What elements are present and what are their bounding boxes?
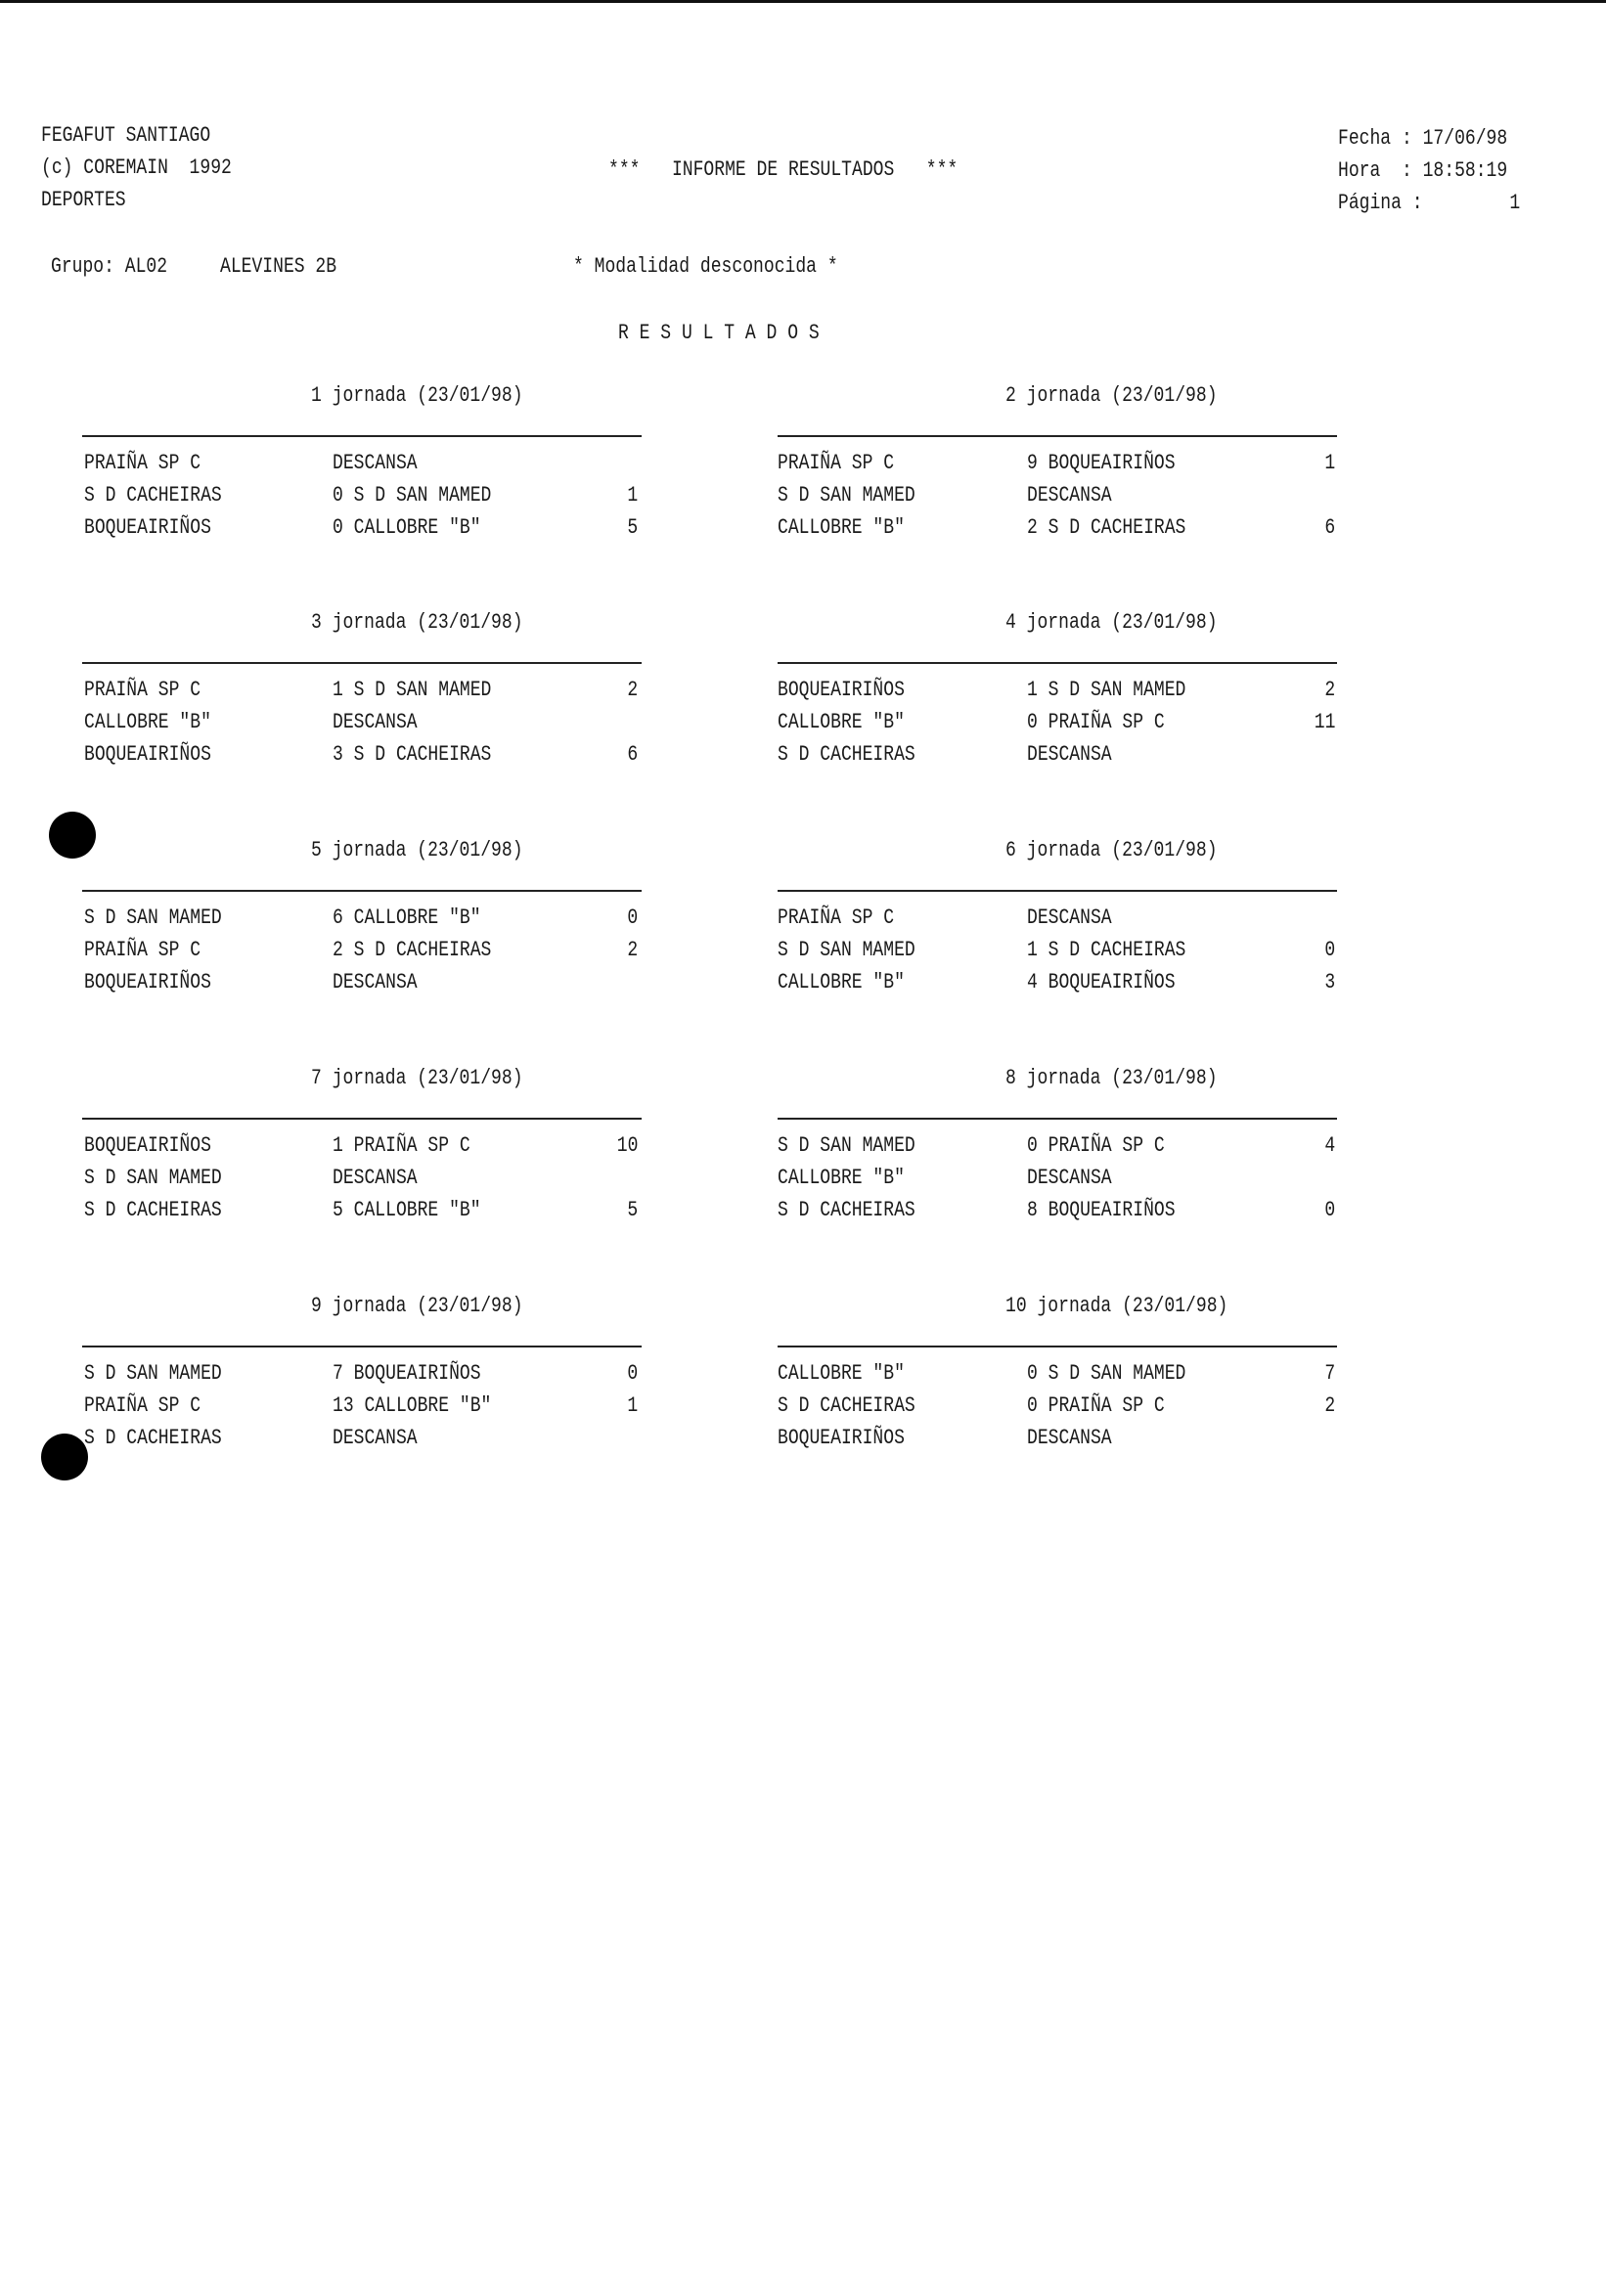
match-result: DESCANSA [1027, 1426, 1112, 1450]
away-score: 0 [627, 1361, 638, 1386]
jornada-divider [778, 662, 1337, 664]
match-result: DESCANSA [1027, 483, 1112, 508]
home-team: CALLOBRE "B" [84, 710, 211, 734]
home-team: PRAIÑA SP C [84, 938, 201, 962]
match-result: DESCANSA [1027, 742, 1112, 767]
department: DEPORTES [41, 188, 126, 212]
away-score: 10 [616, 1133, 638, 1158]
match-result: 5 CALLOBRE "B" [333, 1198, 481, 1222]
away-score: 0 [1324, 938, 1335, 962]
jornada-divider [82, 662, 642, 664]
home-team: CALLOBRE "B" [778, 515, 905, 540]
away-score: 0 [1324, 1198, 1335, 1222]
home-team: CALLOBRE "B" [778, 710, 905, 734]
home-team: S D SAN MAMED [84, 1361, 222, 1386]
match-result: 1 S D SAN MAMED [333, 678, 492, 702]
away-score: 2 [1324, 678, 1335, 702]
top-edge-line [0, 0, 1606, 3]
home-team: S D SAN MAMED [778, 1133, 915, 1158]
report-title: *** INFORME DE RESULTADOS *** [608, 157, 959, 182]
jornada-divider [778, 1346, 1337, 1347]
jornada-title: 1 jornada (23/01/98) [311, 383, 523, 408]
home-team: BOQUEAIRIÑOS [84, 515, 211, 540]
away-score: 11 [1314, 710, 1335, 734]
jornada-divider [82, 1346, 642, 1347]
jornada-divider [778, 435, 1337, 437]
away-score: 6 [627, 742, 638, 767]
jornada-divider [82, 435, 642, 437]
match-result: 1 S D SAN MAMED [1027, 678, 1186, 702]
modality-note: * Modalidad desconocida * [573, 254, 838, 279]
match-result: DESCANSA [1027, 905, 1112, 930]
jornada-divider [82, 1118, 642, 1120]
match-result: 0 PRAIÑA SP C [1027, 710, 1165, 734]
group-category: ALEVINES 2B [220, 254, 337, 279]
page-number: 1 [1509, 191, 1520, 215]
home-team: S D CACHEIRAS [778, 1393, 915, 1418]
section-title: R E S U L T A D O S [618, 321, 820, 345]
home-team: BOQUEAIRIÑOS [84, 1133, 211, 1158]
home-team: S D SAN MAMED [778, 483, 915, 508]
jornada-title: 7 jornada (23/01/98) [311, 1066, 523, 1090]
jornada-divider [82, 890, 642, 892]
match-result: 6 CALLOBRE "B" [333, 905, 481, 930]
away-score: 5 [627, 1198, 638, 1222]
away-score: 2 [627, 678, 638, 702]
home-team: S D CACHEIRAS [84, 1198, 222, 1222]
match-result: 8 BOQUEAIRIÑOS [1027, 1198, 1176, 1222]
match-result: 2 S D CACHEIRAS [333, 938, 492, 962]
home-team: BOQUEAIRIÑOS [84, 742, 211, 767]
home-team: CALLOBRE "B" [778, 970, 905, 994]
home-team: S D CACHEIRAS [778, 1198, 915, 1222]
home-team: BOQUEAIRIÑOS [778, 1426, 905, 1450]
home-team: PRAIÑA SP C [778, 451, 895, 475]
away-score: 6 [1324, 515, 1335, 540]
jornada-title: 8 jornada (23/01/98) [1005, 1066, 1218, 1090]
jornada-divider [778, 1118, 1337, 1120]
match-result: DESCANSA [333, 1426, 418, 1450]
punch-hole-mark [41, 1434, 88, 1480]
jornada-title: 4 jornada (23/01/98) [1005, 610, 1218, 635]
home-team: CALLOBRE "B" [778, 1361, 905, 1386]
away-score: 2 [1324, 1393, 1335, 1418]
away-score: 5 [627, 515, 638, 540]
jornada-title: 3 jornada (23/01/98) [311, 610, 523, 635]
away-score: 2 [627, 938, 638, 962]
away-score: 1 [627, 1393, 638, 1418]
report-time: Hora : 18:58:19 [1338, 158, 1508, 183]
home-team: S D SAN MAMED [778, 938, 915, 962]
jornada-title: 9 jornada (23/01/98) [311, 1294, 523, 1318]
match-result: 9 BOQUEAIRIÑOS [1027, 451, 1176, 475]
group-code: Grupo: AL02 [51, 254, 168, 279]
match-result: 0 S D SAN MAMED [333, 483, 492, 508]
home-team: CALLOBRE "B" [778, 1166, 905, 1190]
match-result: 0 PRAIÑA SP C [1027, 1133, 1165, 1158]
home-team: S D CACHEIRAS [84, 1426, 222, 1450]
match-result: 0 PRAIÑA SP C [1027, 1393, 1165, 1418]
match-result: 13 CALLOBRE "B" [333, 1393, 492, 1418]
match-result: DESCANSA [333, 710, 418, 734]
match-result: DESCANSA [1027, 1166, 1112, 1190]
away-score: 7 [1324, 1361, 1335, 1386]
match-result: 2 S D CACHEIRAS [1027, 515, 1186, 540]
copyright-line: (c) COREMAIN 1992 [41, 155, 232, 180]
home-team: PRAIÑA SP C [84, 678, 201, 702]
report-date: Fecha : 17/06/98 [1338, 126, 1508, 151]
home-team: PRAIÑA SP C [84, 451, 201, 475]
away-score: 4 [1324, 1133, 1335, 1158]
page-label: Página : [1338, 191, 1423, 215]
match-result: 4 BOQUEAIRIÑOS [1027, 970, 1176, 994]
away-score: 1 [627, 483, 638, 508]
jornada-divider [778, 890, 1337, 892]
match-result: DESCANSA [333, 1166, 418, 1190]
jornada-title: 6 jornada (23/01/98) [1005, 838, 1218, 862]
jornada-title: 2 jornada (23/01/98) [1005, 383, 1218, 408]
home-team: S D CACHEIRAS [778, 742, 915, 767]
match-result: 0 S D SAN MAMED [1027, 1361, 1186, 1386]
match-result: 1 S D CACHEIRAS [1027, 938, 1186, 962]
home-team: S D SAN MAMED [84, 905, 222, 930]
home-team: BOQUEAIRIÑOS [84, 970, 211, 994]
away-score: 3 [1324, 970, 1335, 994]
jornada-title: 10 jornada (23/01/98) [1005, 1294, 1228, 1318]
match-result: DESCANSA [333, 970, 418, 994]
home-team: BOQUEAIRIÑOS [778, 678, 905, 702]
home-team: PRAIÑA SP C [778, 905, 895, 930]
away-score: 0 [627, 905, 638, 930]
match-result: 3 S D CACHEIRAS [333, 742, 492, 767]
home-team: PRAIÑA SP C [84, 1393, 201, 1418]
match-result: DESCANSA [333, 451, 418, 475]
punch-hole-mark [49, 812, 96, 859]
match-result: 1 PRAIÑA SP C [333, 1133, 470, 1158]
home-team: S D SAN MAMED [84, 1166, 222, 1190]
match-result: 0 CALLOBRE "B" [333, 515, 481, 540]
jornada-title: 5 jornada (23/01/98) [311, 838, 523, 862]
away-score: 1 [1324, 451, 1335, 475]
match-result: 7 BOQUEAIRIÑOS [333, 1361, 481, 1386]
org-name: FEGAFUT SANTIAGO [41, 123, 211, 148]
home-team: S D CACHEIRAS [84, 483, 222, 508]
